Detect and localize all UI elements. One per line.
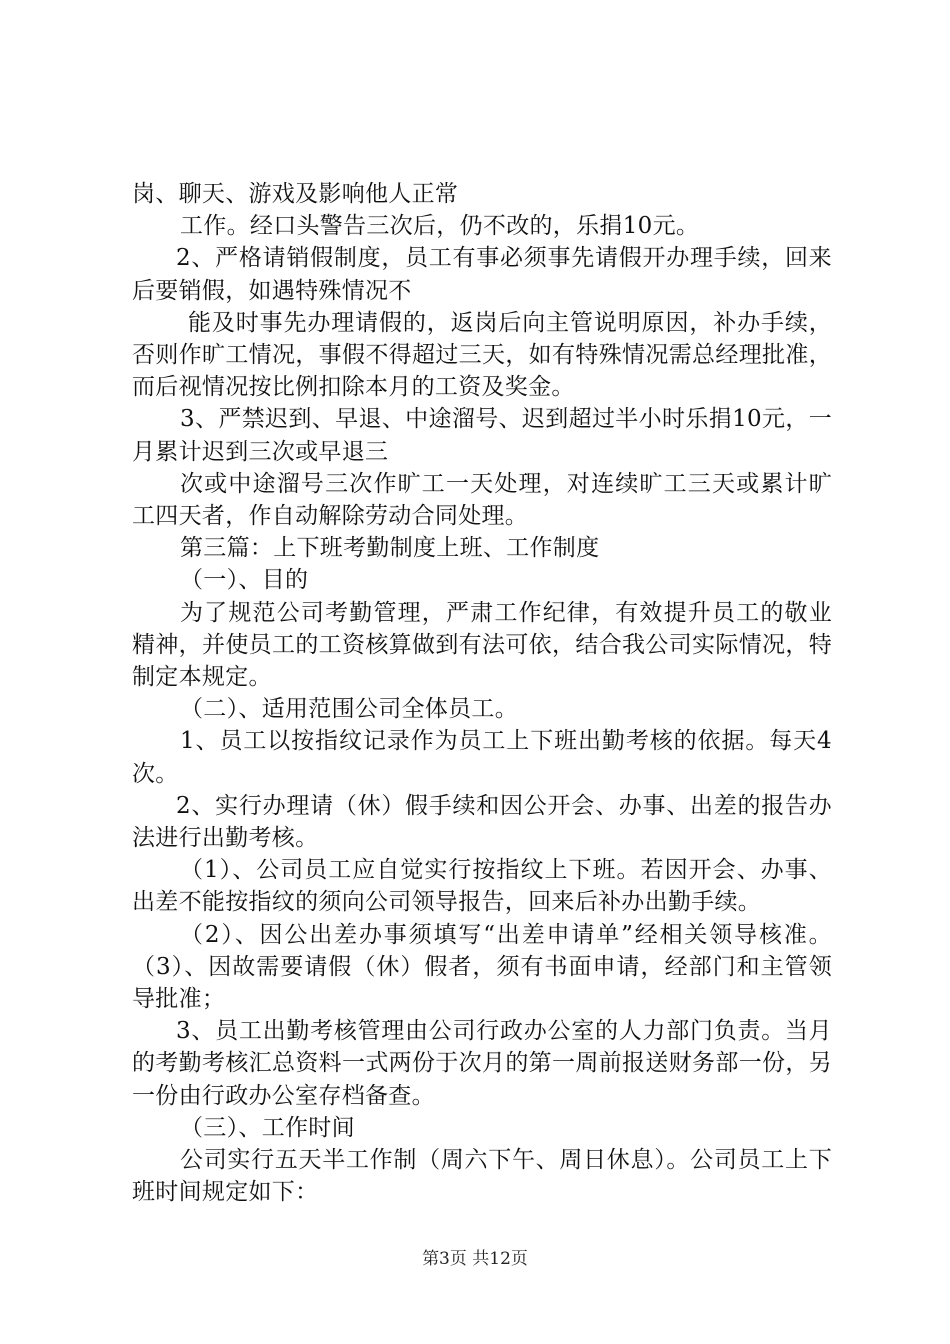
paragraph-6: 次或中途溜号三次作旷工一天处理，对连续旷工三天或累计旷工四天者，作自动解除劳动合同处理。: [132, 470, 832, 530]
paragraph-1: 岗、聊天、游戏及影响他人正常: [132, 181, 459, 207]
paragraph-rule-3: 3、员工出勤考核管理由公司行政办公室的人力部门负责。当月的考勤考核汇总资料一式两份于次月的第一周前报送财务部一份，另一份由行政办公室存档备查。: [132, 1018, 832, 1109]
paragraph-5: 3、严禁迟到、早退、中途溜号、迟到超过半小时乐捐10元，一月累计迟到三次或早退三: [132, 406, 832, 465]
subsection-heading-2: （二）、适用范围公司全体员工。: [180, 696, 518, 723]
paragraph-rule-2-1: （1）、公司员工应自觉实行按指纹上下班。若因开会、办事、出差不能按指纹的须向公司领导报告，回来后补办出勤手续。: [132, 857, 832, 916]
paragraph-rule-2-2: （2）、因公出差办事须填写“出差申请单”经相关领导核准。（3）、因故需要请假（休）假者，须有书面申请，经部门和主管领导批准；: [132, 921, 832, 1013]
subsection-heading-1: （一）、目的: [180, 567, 309, 594]
paragraph-purpose: 为了规范公司考勤管理，严肃工作纪律，有效提升员工的敬业精神，并使员工的工资核算做到有法可依，结合我公司实际情况，特制定本规定。: [132, 599, 832, 691]
paragraph-rule-1: 1、员工以按指纹记录作为员工上下班出勤考核的依据。每天4次。: [132, 728, 832, 787]
document-body: [132, 178, 832, 1209]
paragraph-4: 能及时事先办理请假的，返岗后向主管说明原因，补办手续，否则作旷工情况，事假不得超过三天，如有特殊情况需总经理批准，而后视情况按比例扣除本月的工资及奖金。: [132, 309, 832, 401]
section-heading: 第三篇：上下班考勤制度上班、工作制度: [180, 535, 600, 562]
paragraph-rule-2: 2、实行办理请（休）假手续和因公开会、办事、出差的报告办法进行出勤考核。: [132, 792, 832, 852]
paragraph-2: 工作。经口头警告三次后，仍不改的，乐捐10元。: [180, 213, 700, 240]
paragraph-3: 2、严格请销假制度，员工有事必须事先请假开办理手续，回来后要销假，如遇特殊情况不: [132, 245, 832, 304]
subsection-heading-3: （三）、工作时间: [180, 1114, 355, 1141]
page-footer: 第3页 共12页: [422, 1249, 528, 1269]
paragraph-work-hours: 公司实行五天半工作制（周六下午、周日休息）。公司员工上下班时间规定如下：: [132, 1147, 832, 1206]
